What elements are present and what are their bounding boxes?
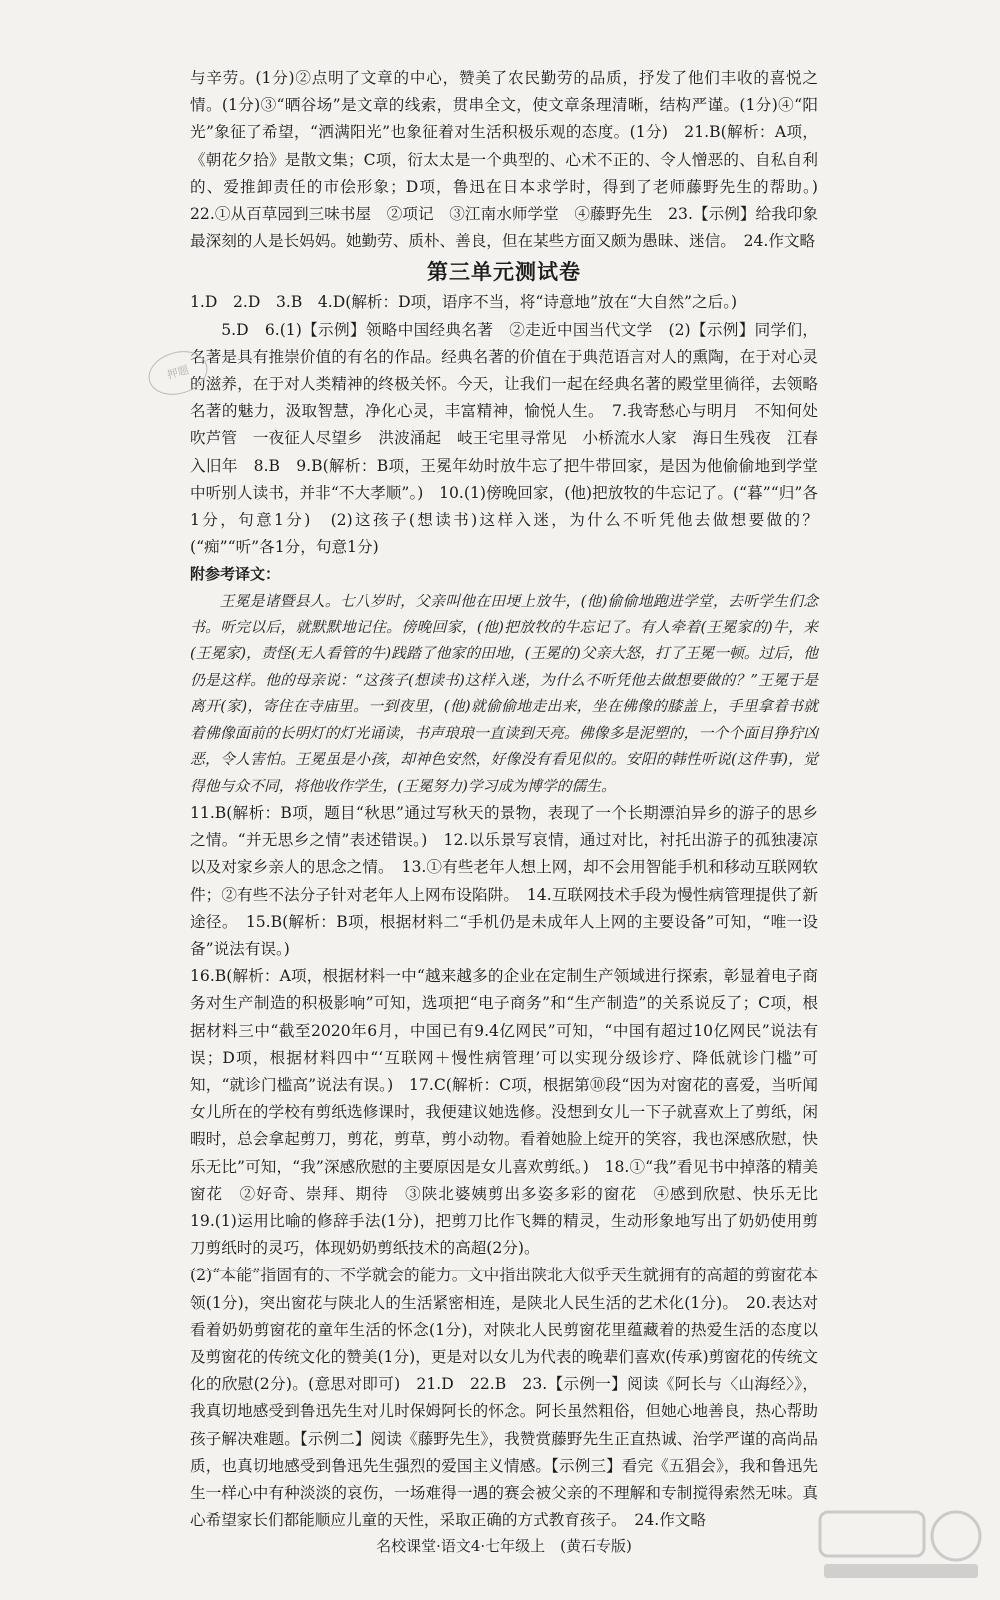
watermark-logo-icon <box>816 1506 986 1584</box>
answers-block-3: 11.B(解析：B项，题目“秋思”通过写秋天的景物，表现了一个长期漂泊异乡的游子的思乡之情。“并无思乡之情”表述错误。) 12.以乐景写哀情，通过对比，衬托出游子的孤独凄凉以及对家乡亲人的思念之情。 13.①有些老年人想上网，却不会用智能手机和移动互联网软件；②有些不法分子针对老年人上网布设陷阱。 14.互联网技术手段为慢性病管理提供了新途径。 15.B(解析：B项，根据材料二“手机仍是未成年人上网的主要设备”可知，“唯一设备”说法有误。) <box>190 803 818 958</box>
answers-block-2: 5.D 6.(1)【示例】领略中国经典名著 ②走近中国当代文学 (2)【示例】同学们，名著是具有推崇价值的有名的作品。经典名著的价值在于典范语言对人的熏陶，在于对心灵的滋养，在于对人类精神的终极关怀。今天，让我们一起在经典名著的殿堂里徜徉，去领略名著的魅力，汲取智慧，净化心灵，丰富精神，愉悦人生。 7.我寄愁心与明月 不知何处吹芦管 一夜征人尽望乡 洪波涌起 岐王宅里寻常见 小桥流水人家 海日生残夜 江春入旧年 8.B 9.B(解析：B项，王冕年幼时放牛忘了把牛带回家，是因为他偷偷地到学堂中听别人读书，并非“不大孝顺”。) 10.(1)傍晚回家，(他)把放牧的牛忘记了。(“暮”“归”各1分，句意1分) (2)这孩子(想读书)这样入迷，为什么不听凭他去做想要做的？(“痴”“听”各1分，句意1分) <box>190 320 818 557</box>
answers-block-1: 1.D 2.D 3.B 4.D(解析：D项，语序不当，将“诗意地”放在“大自然”之后。) <box>190 293 738 312</box>
faint-stamp: 押题 <box>143 345 212 402</box>
reference-translation-label: 附参考译文： <box>190 565 281 584</box>
top-continuation: 与辛劳。(1分)②点明了文章的中心，赞美了农民勤劳的品质，抒发了他们丰收的喜悦之情。(1分)③“晒谷场”是文章的线索，贯串全文，使文章条理清晰，结构严谨。(1分)④“阳光”象征了希望，“洒满阳光”也象征着对生活积极乐观的态度。(1分) 21.B(解析：A项，《朝花夕拾》是散文集；C项，衍太太是一个典型的、心术不正的、令人憎恶的、自私自利的、爱推卸责任的市侩形象；D项，鲁迅在日本求学时，得到了老师藤野先生的帮助。) 22.①从百草园到三味书屋 ②项记 ③江南水师学堂 ④藤野先生 23.【示例】给我印象最深刻的人是长妈妈。她勤劳、质朴、善良，但在某些方面又颇为愚昧、迷信。 24.作文略 <box>190 69 834 251</box>
page-fold-line <box>190 1270 818 1271</box>
answers-block-4: 16.B(解析：A项，根据材料一中“越来越多的企业在定制生产领域进行探索，彰显着电子商务对生产制造的积极影响”可知，选项把“电子商务”和“生产制造”的关系说反了；C项，根据材料三中“截至2020年6月，中国已有9.4亿网民”可知，“中国有超过10亿网民”说法有误；D项，根据材料四中“‘互联网＋慢性病管理’可以实现分级诊疗、降低就诊门槛”可知，“就诊门槛高”说法有误。) 17.C(解析：C项，根据第⑩段“因为对窗花的喜爱，当听闻女儿所在的学校有剪纸选修课时，我便建议她选修。没想到女儿一下子就喜欢上了剪纸，闲暇时，总会拿起剪刀，剪花，剪草，剪小动物。看着她脸上绽开的笑容，我也深感欣慰，快乐无比”可知，“我”深感欣慰的主要原因是女儿喜欢剪纸。) 18.①“我”看见书中掉落的精美窗花 ②好奇、崇拜、期待 ③陕北婆姨剪出多姿多彩的窗花 ④感到欣慰、快乐无比 19.(1)运用比喻的修辞手法(1分)，把剪刀比作飞舞的精灵，生动形象地写出了奶奶使用剪刀剪纸时的灵巧，体现奶奶剪纸技术的高超(2分)。 <box>190 967 834 1258</box>
answers-block-5: (2)“本能”指固有的、不学就会的能力。文中指出陕北人似乎天生就拥有的高超的剪窗花本领(1分)，突出窗花与陕北人的生活紧密相连，是陕北人民生活的艺术化(1分)。 20.表达对看着奶奶剪窗花的童年生活的怀念(1分)，对陕北人民剪窗花里蕴藏着的热爱生活的态度以及剪窗花的传统文化的赞美(1分)，更是对以女儿为代表的晚辈们喜欢(传承)剪窗花的传统文化的欣慰(2分)。(意思对即可) 21.D 22.B 23.【示例一】阅读《阿长与〈山海经〉》，我真切地感受到鲁迅先生对儿时保姆阿长的怀念。阿长虽然粗俗，但她心地善良，热心帮助孩子解决难题。【示例二】阅读《藤野先生》，我赞赏藤野先生正直热诚、治学严谨的高尚品质，也真切地感受到鲁迅先生强烈的爱国主义情感。【示例三】看完《五猖会》，我和鲁迅先生一样心中有种淡淡的哀伤，一场难得一遇的赛会被父亲的不理解和专制搅得索然无味。真心希望家长们都能顺应儿童的天性，采取正确的方式教育孩子。 24.作文略 <box>190 1266 818 1530</box>
section-title: 第三单元测试卷 <box>427 260 581 285</box>
page-footer: 名校课堂·语文4·七年级上 (黄石专版) <box>376 1537 632 1555</box>
reference-translation: 王冕是诸暨县人。七八岁时，父亲叫他在田埂上放牛，(他)偷偷地跑进学堂，去听学生们念书。听完以后，就默默地记住。傍晚回家，(他)把放牧的牛忘记了。有人牵着(王冕家的)牛，来(王冕家)，责怪(无人看管的牛)践踏了他家的田地，(王冕的)父亲大怒，打了王冕一顿。过后，他仍是这样。他的母亲说：“这孩子(想读书)这样入迷，为什么不听凭他去做想要做的？”王冕于是离开(家)，寄住在寺庙里。一到夜里，(他)就偷偷地走出来，坐在佛像的膝盖上，手里拿着书就着佛像面前的长明灯的灯光诵读，书声琅琅一直读到天亮。佛像多是泥塑的，一个个面目狰狞凶恶，令人害怕。王冕虽是小孩，却神色安然，好像没有看见似的。安阳的韩性听说(这件事)，觉得他与众不同，将他收作学生，(王冕努力)学习成为博学的儒生。 <box>190 592 818 795</box>
answer-page <box>190 65 834 1534</box>
